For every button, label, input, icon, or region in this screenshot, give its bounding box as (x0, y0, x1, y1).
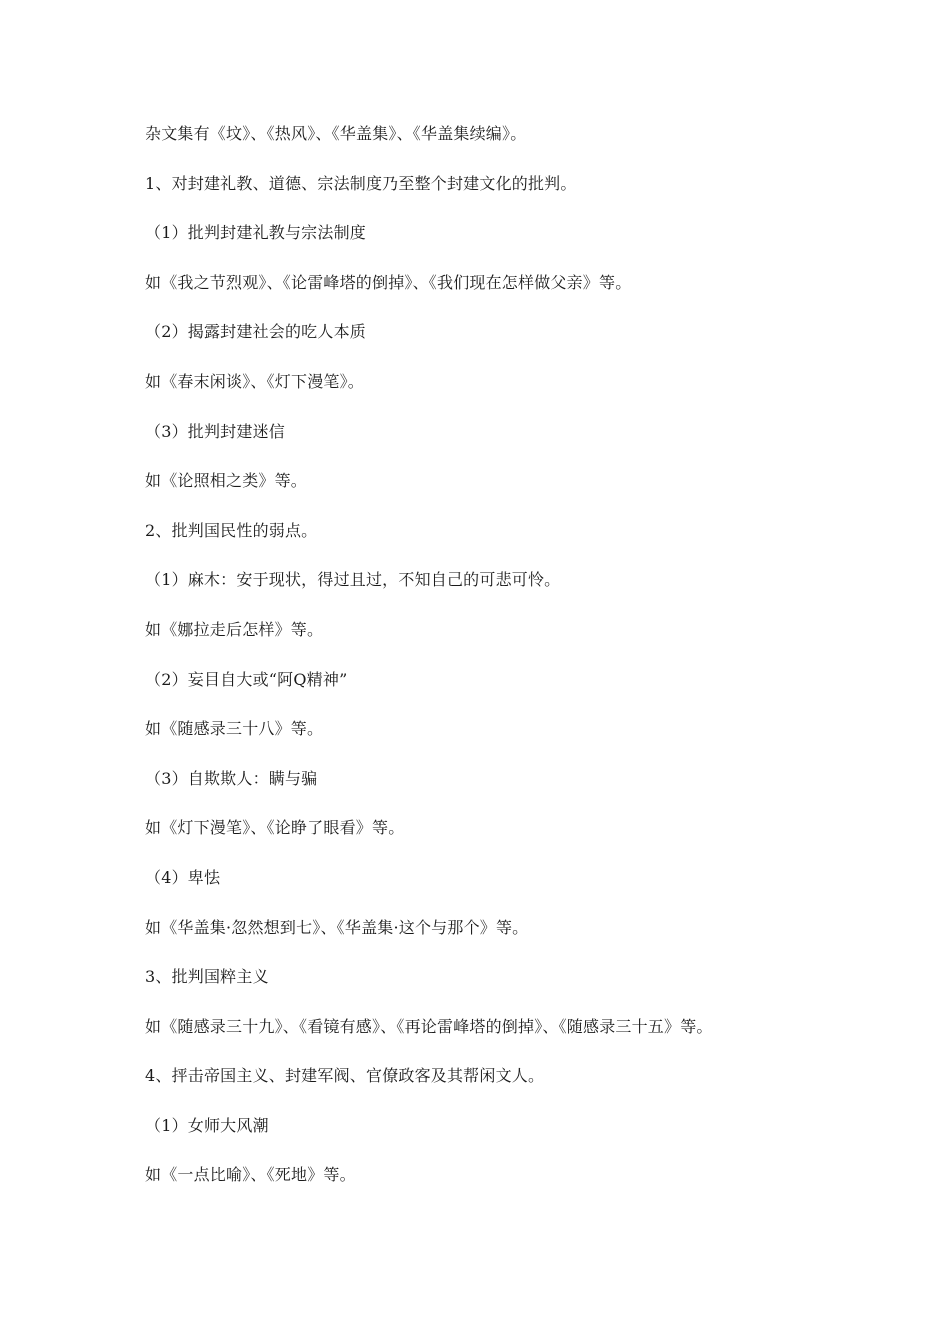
subheading-1-1: （1）批判封建礼教与宗法制度 (145, 223, 366, 243)
example-line: 如《华盖集·忽然想到七》、《华盖集·这个与那个》等。 (145, 917, 529, 937)
subheading-2-1: （1）麻木：安于现状，得过且过，不知自己的可悲可怜。 (145, 570, 561, 590)
subheading-2-2: （2）妄目自大或“阿Q精神” (145, 669, 348, 689)
heading-2: 2、批判国民性的弱点。 (145, 520, 318, 540)
example-line: 如《随感录三十九》、《看镜有感》、《再论雷峰塔的倒掉》、《随感录三十五》等。 (145, 1016, 713, 1036)
document-body (145, 124, 905, 1215)
example-line: 如《论照相之类》等。 (145, 471, 308, 491)
heading-3: 3、批判国粹主义 (145, 967, 269, 987)
example-line: 如《娜拉走后怎样》等。 (145, 619, 324, 639)
example-line: 如《随感录三十八》等。 (145, 719, 324, 739)
example-line: 如《一点比喻》、《死地》等。 (145, 1165, 356, 1185)
example-line: 如《灯下漫笔》、《论睁了眼看》等。 (145, 818, 405, 838)
subheading-4-1: （1）女师大风潮 (145, 1115, 269, 1135)
subheading-1-3: （3）批判封建迷信 (145, 421, 285, 441)
subheading-1-2: （2）揭露封建社会的吃人本质 (145, 322, 366, 342)
heading-1: 1、对封建礼教、道德、宗法制度乃至整个封建文化的批判。 (145, 173, 577, 193)
subheading-2-3: （3）自欺欺人：瞒与骗 (145, 768, 318, 788)
example-line: 如《春末闲谈》、《灯下漫笔》。 (145, 371, 365, 391)
example-line: 如《我之节烈观》、《论雷峰塔的倒掉》、《我们现在怎样做父亲》等。 (145, 272, 632, 292)
subheading-2-4: （4）卑怯 (145, 867, 221, 887)
text-line-essay-collections: 杂文集有《坟》、《热风》、《华盖集》、《华盖集续编》。 (145, 124, 527, 143)
heading-4: 4、抨击帝国主义、封建军阀、官僚政客及其帮闲文人。 (145, 1066, 545, 1086)
